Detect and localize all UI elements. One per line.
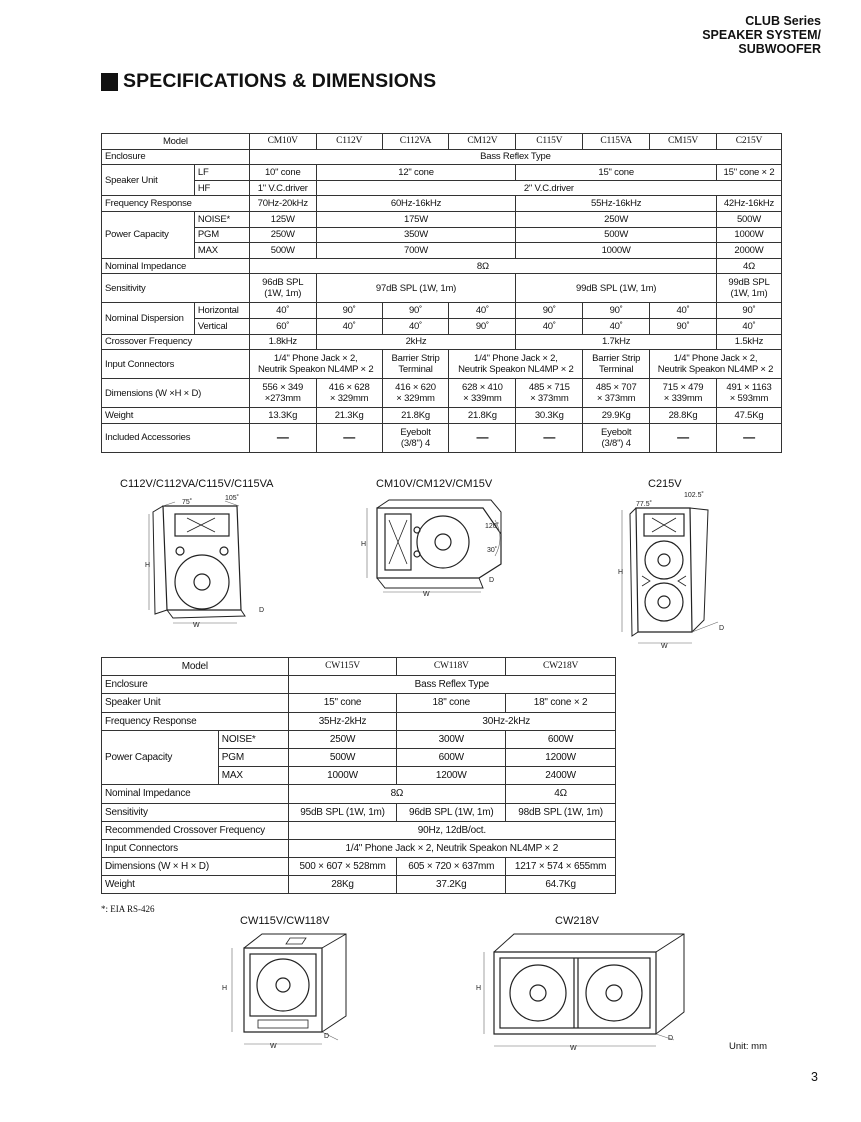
table-cell: — (249, 423, 316, 452)
cell-line: × 373mm (530, 393, 569, 405)
drawing-caption: CW115V/CW118V (240, 915, 330, 927)
table-row (102, 196, 782, 212)
model-cell: C112VA (382, 134, 449, 150)
cell-line: 485 × 715 (528, 382, 570, 394)
dim-w-label: W (423, 591, 430, 598)
angle-label: 30˚ (487, 547, 498, 554)
table-cell: 250W (249, 227, 316, 243)
cell-line: 416 × 628 (328, 382, 370, 394)
drawing-caption: C112V/C112VA/C115V/C115VA (120, 478, 274, 490)
table-cell: 60˚ (249, 318, 316, 334)
cell-line: 416 × 620 (395, 382, 436, 394)
dim-d-label: D (719, 625, 725, 632)
dim-d-label: D (259, 607, 265, 614)
table-cell: 98dB SPL (1W, 1m) (506, 803, 616, 821)
table-cell: 1" V.C.driver (249, 180, 316, 196)
table-row (102, 712, 616, 730)
table-cell: 13.3Kg (249, 408, 316, 424)
row-label: Power Capacity (102, 211, 195, 258)
table-cell: 1.7kHz (516, 334, 717, 350)
cell-line: Terminal (599, 364, 634, 376)
row-label: Nominal Dispersion (102, 303, 195, 334)
table-row (102, 134, 782, 150)
model-header: Model (102, 658, 289, 676)
table-cell: 2000W (716, 243, 781, 259)
title-square-icon (101, 73, 118, 91)
table-cell: 8Ω (249, 258, 716, 274)
dim-w-label: W (193, 622, 200, 629)
cell-line: × 373mm (596, 393, 636, 405)
dim-w-label: W (661, 643, 668, 650)
table-cell: 4Ω (716, 258, 781, 274)
table-cell: 500W (716, 211, 781, 227)
dim-d-label: D (324, 1033, 330, 1040)
table-cell: 350W (316, 227, 516, 243)
table-cell: 40˚ (716, 318, 781, 334)
table-row (102, 876, 616, 894)
table-row (102, 227, 782, 243)
table-cell: 8Ω (288, 785, 505, 803)
table-row (102, 180, 782, 196)
model-cell: C115VA (583, 134, 650, 150)
sub-label: Horizontal (194, 303, 249, 319)
table-cell: 1217 × 574 × 655mm (506, 858, 616, 876)
table-cell (650, 379, 717, 408)
cell-line: 485 × 707 (595, 382, 637, 394)
row-label: Dimensions (W ×H × D) (102, 379, 250, 408)
row-label: Nominal Impedance (102, 785, 289, 803)
cell-line: Barrier Strip (592, 353, 641, 365)
table-cell: 29.9Kg (583, 408, 650, 424)
table-cell: 28.8Kg (650, 408, 717, 424)
dim-h-label: H (476, 985, 482, 992)
cell-line: Neutrik Speakon NL4MP × 2 (458, 364, 574, 376)
angle-label: 120˚ (485, 523, 500, 530)
table-cell: 10" cone (249, 165, 316, 181)
cell-line: 715 × 479 (662, 382, 704, 394)
c215v-drawing (608, 490, 733, 652)
table-cell: 15" cone (288, 694, 397, 712)
cell-line: ×273mm (264, 393, 301, 405)
table-cell (716, 274, 781, 303)
table-cell: 64.7Kg (506, 876, 616, 894)
table-cell: 55Hz-16kHz (516, 196, 717, 212)
table-cell: 30Hz-2kHz (397, 712, 616, 730)
table-row (102, 334, 782, 350)
table-cell: 500W (516, 227, 717, 243)
table-cell: 1/4" Phone Jack × 2, Neutrik Speakon NL4MP × 2 (288, 839, 615, 857)
table-row (102, 730, 616, 748)
sub-label: Vertical (194, 318, 249, 334)
table-cell (449, 379, 516, 408)
cell-line: 1/4" Phone Jack × 2, (474, 353, 558, 365)
header-line-1: CLUB Series (745, 14, 821, 28)
model-cell: C215V (716, 134, 781, 150)
cell-line: 96dB SPL (262, 277, 304, 289)
angle-label: 105˚ (225, 495, 240, 502)
table-cell: 2" V.C.driver (316, 180, 781, 196)
table-row (102, 258, 782, 274)
speaker-spec-table (101, 133, 782, 453)
table-cell: — (516, 423, 583, 452)
table-cell: 18" cone (397, 694, 506, 712)
table-row (102, 785, 616, 803)
model-cell: CW118V (397, 658, 506, 676)
table-cell: 21.8Kg (382, 408, 449, 424)
cell-line: Eyebolt (601, 426, 632, 438)
table-cell: 300W (397, 730, 506, 748)
row-label: Enclosure (102, 149, 250, 165)
row-label: Speaker Unit (102, 694, 289, 712)
cell-line: Neutrik Speakon NL4MP × 2 (257, 364, 374, 376)
cm10v-drawing (353, 492, 513, 602)
row-label: Speaker Unit (102, 165, 195, 196)
angle-label: 77.5˚ (636, 501, 652, 508)
cell-line: × 339mm (663, 393, 703, 405)
cell-line: (3/8") 4 (400, 437, 431, 449)
row-label: Frequency Response (102, 196, 250, 212)
cell-line: × 329mm (329, 393, 369, 405)
table-cell: 21.3Kg (316, 408, 382, 424)
table-cell (583, 423, 650, 452)
row-label: Enclosure (102, 676, 289, 694)
table-cell: 4Ω (506, 785, 616, 803)
model-cell: CM15V (650, 134, 717, 150)
row-label: Input Connectors (102, 350, 250, 379)
row-label: Sensitivity (102, 803, 289, 821)
cw115v-drawing (210, 928, 355, 1054)
row-label: Weight (102, 408, 250, 424)
table-cell: — (316, 423, 382, 452)
table-cell: 40˚ (650, 303, 717, 319)
section-title (101, 70, 436, 93)
cell-line: × 339mm (463, 393, 502, 405)
dim-d-label: D (489, 577, 495, 584)
table-cell: 21.8Kg (449, 408, 516, 424)
cell-line: Barrier Strip (391, 353, 440, 365)
table-cell (449, 350, 583, 379)
table-cell (650, 350, 782, 379)
table-cell: 605 × 720 × 637mm (397, 858, 506, 876)
dim-h-label: H (145, 562, 151, 569)
drawing-caption: C215V (648, 478, 682, 490)
table-cell: — (650, 423, 717, 452)
model-cell: CW115V (288, 658, 397, 676)
cell-line: 1/4" Phone Jack × 2, (673, 353, 758, 365)
table-cell (516, 379, 583, 408)
table-cell: 40˚ (449, 303, 516, 319)
table-row (102, 858, 616, 876)
table-row (102, 274, 782, 303)
cell-line: 556 × 349 (262, 382, 304, 394)
cell-line: × 329mm (396, 393, 435, 405)
table-cell (249, 350, 382, 379)
sub-label: MAX (194, 243, 249, 259)
cw218v-drawing (470, 928, 695, 1054)
cell-line: 1/4" Phone Jack × 2, (273, 353, 358, 365)
table-cell: 1.5kHz (716, 334, 781, 350)
table-cell: 2400W (506, 767, 616, 785)
row-label: Recommended Crossover Frequency (102, 821, 289, 839)
table-cell: 42Hz-16kHz (716, 196, 781, 212)
sub-label: HF (194, 180, 249, 196)
table-cell: 12" cone (316, 165, 516, 181)
sub-label: LF (194, 165, 249, 181)
table-cell: 90˚ (650, 318, 717, 334)
cell-line: (3/8") 4 (601, 437, 631, 449)
model-header: Model (102, 134, 250, 150)
table-row (102, 318, 782, 334)
table-cell (583, 379, 650, 408)
table-row (102, 379, 782, 408)
table-row (102, 694, 616, 712)
table-cell (382, 350, 449, 379)
sub-label: MAX (218, 767, 288, 785)
table-row (102, 839, 616, 857)
sub-label: PGM (218, 748, 288, 766)
table-row (102, 165, 782, 181)
drawing-caption: CM10V/CM12V/CM15V (376, 478, 493, 490)
sub-label: PGM (194, 227, 249, 243)
c112v-drawing (135, 492, 275, 632)
row-label: Input Connectors (102, 839, 289, 857)
cell-line: (1W, 1m) (264, 288, 302, 300)
footnote: *: EIA RS-426 (101, 904, 155, 914)
section-title-text: SPECIFICATIONS & DIMENSIONS (123, 70, 437, 92)
table-cell: — (716, 423, 781, 452)
cell-line: Eyebolt (400, 426, 431, 438)
cell-line: 491 × 1163 (726, 382, 772, 394)
dim-d-label: D (668, 1035, 674, 1042)
row-label: Sensitivity (102, 274, 250, 303)
cell-line: 99dB SPL (728, 277, 770, 289)
table-row (102, 803, 616, 821)
page-number: 3 (811, 1070, 818, 1084)
table-cell: 40˚ (516, 318, 583, 334)
table-row (102, 408, 782, 424)
table-cell: 90˚ (716, 303, 781, 319)
row-label: Power Capacity (102, 730, 219, 785)
table-cell: 18" cone × 2 (506, 694, 616, 712)
table-cell (249, 274, 316, 303)
angle-label: 102.5˚ (684, 492, 704, 499)
row-label: Frequency Response (102, 712, 289, 730)
table-cell: Bass Reflex Type (288, 676, 615, 694)
table-cell: 40˚ (382, 318, 449, 334)
table-cell: 35Hz-2kHz (288, 712, 397, 730)
table-cell: 500 × 607 × 528mm (288, 858, 397, 876)
table-cell: 28Kg (288, 876, 397, 894)
table-cell: 175W (316, 211, 516, 227)
row-label: Nominal Impedance (102, 258, 250, 274)
table-cell: 250W (516, 211, 717, 227)
table-cell: 1200W (506, 748, 616, 766)
row-label: Weight (102, 876, 289, 894)
table-row (102, 423, 782, 452)
model-cell: CW218V (506, 658, 616, 676)
table-cell (382, 379, 449, 408)
table-cell: 40˚ (249, 303, 316, 319)
dim-h-label: H (222, 985, 228, 992)
model-cell: C112V (316, 134, 382, 150)
table-cell: 90˚ (516, 303, 583, 319)
table-cell: 37.2Kg (397, 876, 506, 894)
table-cell: 97dB SPL (1W, 1m) (316, 274, 516, 303)
dim-h-label: H (618, 569, 624, 576)
dim-w-label: W (270, 1043, 277, 1050)
dim-h-label: H (361, 541, 367, 548)
cell-line: Neutrik Speakon NL4MP × 2 (657, 364, 774, 376)
table-cell: 90˚ (449, 318, 516, 334)
row-label: Included Accessories (102, 423, 250, 452)
table-cell: 90˚ (316, 303, 382, 319)
table-cell (316, 379, 382, 408)
table-cell: 250W (288, 730, 397, 748)
table-cell (583, 350, 650, 379)
sub-label: NOISE* (218, 730, 288, 748)
table-cell: 15" cone (516, 165, 717, 181)
table-cell: 15" cone × 2 (716, 165, 781, 181)
header-line-2: SPEAKER SYSTEM/ (702, 28, 821, 42)
table-cell: 30.3Kg (516, 408, 583, 424)
row-label: Crossover Frequency (102, 334, 250, 350)
table-cell (249, 379, 316, 408)
table-row (102, 676, 616, 694)
table-row (102, 243, 782, 259)
table-cell: 47.5Kg (716, 408, 781, 424)
table-cell: 90˚ (382, 303, 449, 319)
unit-note: Unit: mm (729, 1041, 767, 1052)
table-cell: 99dB SPL (1W, 1m) (516, 274, 717, 303)
model-cell: C115V (516, 134, 583, 150)
table-cell: 600W (397, 748, 506, 766)
table-cell (382, 423, 449, 452)
table-row (102, 303, 782, 319)
model-cell: CM10V (249, 134, 316, 150)
table-cell: 40˚ (316, 318, 382, 334)
table-cell: 600W (506, 730, 616, 748)
table-cell: 1000W (288, 767, 397, 785)
dim-w-label: W (570, 1045, 577, 1052)
cell-line: Terminal (398, 364, 433, 376)
sub-label: NOISE* (194, 211, 249, 227)
table-cell: 96dB SPL (1W, 1m) (397, 803, 506, 821)
table-row (102, 658, 616, 676)
angle-label: 75˚ (182, 499, 193, 506)
subwoofer-spec-table (101, 657, 616, 894)
table-cell: 125W (249, 211, 316, 227)
header-line-3: SUBWOOFER (738, 42, 821, 56)
table-cell: 500W (249, 243, 316, 259)
table-cell: 2kHz (316, 334, 516, 350)
table-row (102, 211, 782, 227)
table-cell (716, 379, 781, 408)
drawing-caption: CW218V (555, 915, 600, 927)
cell-line: 628 × 410 (462, 382, 503, 394)
table-cell: 1200W (397, 767, 506, 785)
model-cell: CM12V (449, 134, 516, 150)
table-row (102, 821, 616, 839)
table-cell: 500W (288, 748, 397, 766)
table-cell: 40˚ (583, 318, 650, 334)
table-cell: — (449, 423, 516, 452)
table-cell: 70Hz-20kHz (249, 196, 316, 212)
cell-line: (1W, 1m) (730, 288, 768, 300)
table-cell: 95dB SPL (1W, 1m) (288, 803, 397, 821)
table-cell: 700W (316, 243, 516, 259)
table-cell: 90Hz, 12dB/oct. (288, 821, 615, 839)
table-cell: 1000W (716, 227, 781, 243)
table-row (102, 149, 782, 165)
table-cell: 60Hz-16kHz (316, 196, 516, 212)
cell-line: × 593mm (729, 393, 769, 405)
row-label: Dimensions (W × H × D) (102, 858, 289, 876)
table-cell: Bass Reflex Type (249, 149, 781, 165)
table-cell: 1000W (516, 243, 717, 259)
table-cell: 1.8kHz (249, 334, 316, 350)
series-header (702, 14, 821, 56)
table-cell: 90˚ (583, 303, 650, 319)
table-row (102, 350, 782, 379)
